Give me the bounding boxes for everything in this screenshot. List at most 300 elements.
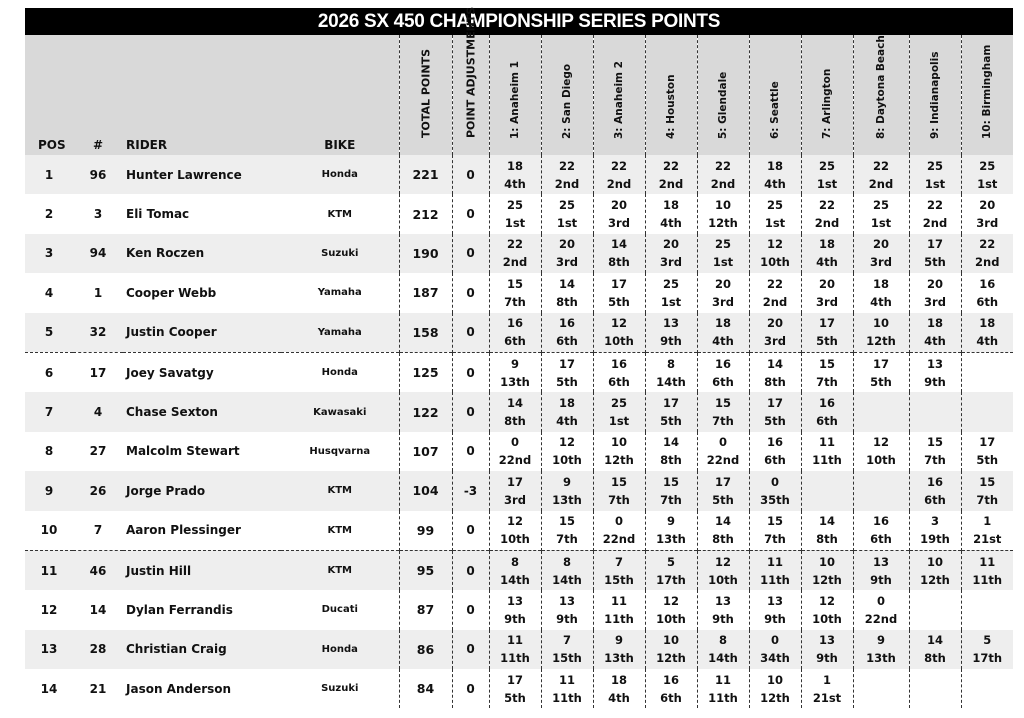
- cell-race-2: [541, 392, 593, 431]
- cell-rider: Cooper Webb: [123, 273, 281, 312]
- race-points: 15: [558, 514, 575, 529]
- race-points: 16: [506, 316, 523, 331]
- cell-race-8: [853, 511, 909, 551]
- race-finish: 9th: [556, 611, 578, 626]
- race-finish: 5th: [816, 334, 838, 349]
- race-points: 16: [714, 356, 731, 371]
- col-header-race-1: 1: Anaheim 1: [489, 35, 541, 155]
- cell-race-2: [541, 550, 593, 590]
- cell-rider: Hunter Lawrence: [123, 155, 281, 194]
- cell-race-6: [749, 432, 801, 471]
- cell-number: 1: [73, 273, 123, 312]
- cell-pos: 14: [25, 669, 73, 708]
- cell-race-8: [853, 590, 909, 629]
- race-finish: 6th: [608, 374, 630, 389]
- cell-rider: Joey Savatgy: [123, 352, 281, 392]
- cell-rider: Justin Hill: [123, 550, 281, 590]
- cell-race-8: [853, 273, 909, 312]
- race-finish: 4th: [712, 334, 734, 349]
- race-points: 3: [930, 514, 939, 529]
- cell-bike: Yamaha: [281, 273, 399, 312]
- race-finish: 11th: [708, 690, 738, 705]
- cell-total-points: 86: [399, 630, 452, 669]
- race-finish: 2nd: [975, 255, 1000, 270]
- race-finish: 8th: [816, 532, 838, 547]
- race-finish: 14th: [500, 572, 530, 587]
- cell-bike: Husqvarna: [281, 432, 399, 471]
- cell-race-5: [697, 234, 749, 273]
- race-points: 17: [872, 356, 889, 371]
- race-points: 0: [876, 593, 885, 608]
- race-finish: 8th: [712, 532, 734, 547]
- race-finish: 4th: [870, 294, 892, 309]
- cell-race-9: [909, 669, 961, 708]
- race-points: 20: [818, 276, 835, 291]
- cell-race-10: [961, 234, 1013, 273]
- race-points: 20: [558, 237, 575, 252]
- cell-race-7: [801, 630, 853, 669]
- race-finish: 10th: [812, 611, 842, 626]
- table-row: [25, 669, 1013, 708]
- race-points: 20: [714, 276, 731, 291]
- col-header-race-5: 5: Glendale: [697, 35, 749, 155]
- race-finish: 12th: [604, 453, 634, 468]
- race-finish: 1st: [660, 294, 682, 309]
- race-points: 13: [766, 593, 783, 608]
- cell-number: 7: [73, 511, 123, 551]
- cell-race-4: [645, 471, 697, 510]
- race-finish: 11th: [812, 453, 842, 468]
- cell-bike: Honda: [281, 630, 399, 669]
- table-row: [25, 313, 1013, 353]
- race-points: 17: [506, 474, 523, 489]
- race-finish: 9th: [816, 651, 838, 666]
- race-finish: 4th: [764, 176, 786, 191]
- cell-race-3: [593, 511, 645, 551]
- cell-total-points: 122: [399, 392, 452, 431]
- race-finish: 19th: [920, 532, 950, 547]
- race-finish: 4th: [976, 334, 999, 349]
- race-finish: 8th: [924, 651, 946, 666]
- race-finish: 10th: [656, 611, 686, 626]
- race-points: 22: [872, 158, 889, 173]
- cell-race-5: [697, 471, 749, 510]
- cell-race-5: [697, 313, 749, 353]
- cell-race-9: [909, 471, 961, 510]
- cell-race-8: [853, 630, 909, 669]
- race-points: 10: [610, 435, 627, 450]
- cell-race-4: [645, 432, 697, 471]
- cell-bike: Suzuki: [281, 669, 399, 708]
- cell-race-4: [645, 550, 697, 590]
- race-finish: 5th: [504, 690, 526, 705]
- cell-adjustment: -3: [452, 471, 489, 510]
- cell-race-4: [645, 155, 697, 194]
- race-points: 22: [662, 158, 679, 173]
- race-finish: 7th: [764, 532, 786, 547]
- race-points: 14: [506, 396, 523, 411]
- race-points: 17: [662, 396, 679, 411]
- cell-race-4: [645, 194, 697, 233]
- race-finish: 11th: [604, 611, 634, 626]
- race-finish: 9th: [504, 611, 526, 626]
- cell-race-10: [961, 630, 1013, 669]
- race-points: 15: [714, 396, 731, 411]
- cell-total-points: 107: [399, 432, 452, 471]
- race-finish: 21st: [973, 532, 1002, 547]
- race-finish: 13th: [552, 492, 582, 507]
- cell-race-6: [749, 630, 801, 669]
- race-finish: 2nd: [814, 216, 840, 231]
- cell-adjustment: 0: [452, 155, 489, 194]
- race-points: 13: [818, 633, 835, 648]
- race-points: 9: [876, 633, 885, 648]
- race-finish: 13th: [866, 651, 896, 666]
- col-header-rider: RIDER: [123, 35, 281, 155]
- standings-sheet: [25, 8, 1013, 708]
- cell-adjustment: 0: [452, 352, 489, 392]
- race-finish: 12th: [708, 216, 738, 231]
- race-points: 11: [979, 554, 996, 569]
- race-points: 11: [818, 435, 835, 450]
- race-points: 14: [766, 356, 783, 371]
- race-finish: 3rd: [816, 294, 838, 309]
- race-finish: 5th: [608, 294, 630, 309]
- table-row: [25, 273, 1013, 312]
- race-finish: 14th: [708, 651, 738, 666]
- cell-bike: Honda: [281, 155, 399, 194]
- race-points: 13: [872, 554, 889, 569]
- cell-pos: 1: [25, 155, 73, 194]
- cell-race-5: [697, 273, 749, 312]
- race-finish: 4th: [504, 176, 526, 191]
- race-finish: 8th: [608, 255, 630, 270]
- race-finish: 6th: [764, 453, 786, 468]
- cell-number: 46: [73, 550, 123, 590]
- cell-race-1: [489, 630, 541, 669]
- race-finish: 7th: [556, 532, 578, 547]
- col-header-race-6: 6: Seattle: [749, 35, 801, 155]
- race-finish: 5th: [660, 414, 682, 429]
- race-points: 14: [610, 237, 627, 252]
- race-points: 25: [662, 276, 679, 291]
- cell-race-4: [645, 590, 697, 629]
- cell-race-1: [489, 234, 541, 273]
- cell-total-points: 87: [399, 590, 452, 629]
- cell-race-3: [593, 352, 645, 392]
- race-points: 15: [926, 435, 943, 450]
- col-header-race-3: 3: Anaheim 2: [593, 35, 645, 155]
- cell-race-3: [593, 273, 645, 312]
- col-header-adjustments: POINT ADJUSTMENTS: [452, 35, 489, 155]
- col-header-race-7: 7: Arlington: [801, 35, 853, 155]
- cell-adjustment: 0: [452, 194, 489, 233]
- race-finish: 2nd: [606, 176, 632, 191]
- race-finish: 1st: [764, 216, 786, 231]
- race-points: 12: [714, 554, 731, 569]
- race-finish: 1st: [556, 216, 578, 231]
- cell-pos: 3: [25, 234, 73, 273]
- race-points: 16: [662, 672, 679, 687]
- race-points: 11: [506, 633, 523, 648]
- race-finish: 12th: [812, 572, 842, 587]
- race-finish: 10th: [866, 453, 896, 468]
- race-points: 12: [558, 435, 575, 450]
- cell-race-7: [801, 392, 853, 431]
- race-finish: 5th: [924, 255, 946, 270]
- race-points: 17: [818, 316, 835, 331]
- race-points: 20: [662, 237, 679, 252]
- race-points: 22: [714, 158, 731, 173]
- cell-race-2: [541, 669, 593, 708]
- race-finish: 10th: [604, 334, 634, 349]
- cell-number: 21: [73, 669, 123, 708]
- race-points: 13: [662, 316, 679, 331]
- cell-race-5: [697, 511, 749, 551]
- cell-race-7: [801, 155, 853, 194]
- race-finish: 4th: [556, 414, 578, 429]
- race-finish: 8th: [556, 294, 578, 309]
- race-finish: 4th: [816, 255, 838, 270]
- cell-race-6: [749, 155, 801, 194]
- cell-race-7: [801, 511, 853, 551]
- race-points: 14: [662, 435, 679, 450]
- race-points: 16: [818, 396, 835, 411]
- cell-race-3: [593, 669, 645, 708]
- race-finish: 2nd: [922, 216, 948, 231]
- cell-race-10: [961, 155, 1013, 194]
- race-finish: 1st: [977, 176, 998, 191]
- race-finish: 9th: [924, 374, 946, 389]
- cell-race-3: [593, 630, 645, 669]
- race-points: 15: [979, 474, 996, 489]
- race-points: 18: [979, 316, 996, 331]
- race-finish: 3rd: [764, 334, 786, 349]
- cell-bike: Kawasaki: [281, 392, 399, 431]
- cell-race-10: [961, 194, 1013, 233]
- cell-race-4: [645, 313, 697, 353]
- cell-race-5: [697, 432, 749, 471]
- race-finish: 6th: [816, 414, 838, 429]
- race-points: 1: [822, 672, 831, 687]
- cell-race-7: [801, 234, 853, 273]
- race-finish: 3rd: [504, 492, 526, 507]
- cell-race-8: [853, 352, 909, 392]
- cell-number: 94: [73, 234, 123, 273]
- col-header-pos: POS: [25, 35, 73, 155]
- cell-total-points: 212: [399, 194, 452, 233]
- race-points: 9: [510, 356, 519, 371]
- cell-race-6: [749, 550, 801, 590]
- cell-race-1: [489, 550, 541, 590]
- cell-rider: Chase Sexton: [123, 392, 281, 431]
- page-title: 2026 SX 450 CHAMPIONSHIP SERIES POINTS: [25, 8, 1013, 35]
- cell-adjustment: 0: [452, 511, 489, 551]
- race-points: 25: [766, 198, 783, 213]
- cell-bike: Ducati: [281, 590, 399, 629]
- cell-bike: Suzuki: [281, 234, 399, 273]
- race-finish: 22nd: [498, 453, 532, 468]
- race-finish: 2nd: [710, 176, 736, 191]
- cell-pos: 10: [25, 511, 73, 551]
- cell-race-4: [645, 511, 697, 551]
- cell-race-6: [749, 352, 801, 392]
- cell-race-9: [909, 511, 961, 551]
- cell-race-7: [801, 550, 853, 590]
- race-points: 22: [766, 276, 783, 291]
- race-points: 13: [926, 356, 943, 371]
- cell-race-9: [909, 313, 961, 353]
- cell-race-4: [645, 352, 697, 392]
- race-finish: 9th: [660, 334, 682, 349]
- race-points: 25: [818, 158, 835, 173]
- race-finish: 11th: [500, 651, 530, 666]
- cell-adjustment: 0: [452, 669, 489, 708]
- race-finish: 11th: [552, 690, 582, 705]
- cell-adjustment: 0: [452, 313, 489, 353]
- cell-race-8: [853, 669, 909, 708]
- cell-pos: 13: [25, 630, 73, 669]
- race-points: 13: [714, 593, 731, 608]
- race-points: 12: [872, 435, 889, 450]
- cell-race-2: [541, 511, 593, 551]
- race-finish: 3rd: [924, 294, 946, 309]
- race-finish: 4th: [608, 690, 630, 705]
- table-row: [25, 352, 1013, 392]
- race-points: 12: [766, 237, 783, 252]
- cell-race-2: [541, 471, 593, 510]
- cell-total-points: 221: [399, 155, 452, 194]
- race-points: 15: [818, 356, 835, 371]
- race-finish: 3rd: [608, 216, 630, 231]
- cell-race-7: [801, 590, 853, 629]
- race-finish: 2nd: [762, 294, 788, 309]
- cell-race-1: [489, 273, 541, 312]
- cell-pos: 6: [25, 352, 73, 392]
- race-points: 16: [979, 276, 996, 291]
- race-points: 5: [666, 554, 675, 569]
- cell-race-7: [801, 432, 853, 471]
- race-finish: 7th: [976, 492, 999, 507]
- race-points: 16: [610, 356, 627, 371]
- race-points: 18: [766, 158, 783, 173]
- table-row: [25, 234, 1013, 273]
- cell-number: 3: [73, 194, 123, 233]
- race-points: 8: [666, 356, 675, 371]
- cell-total-points: 187: [399, 273, 452, 312]
- cell-race-6: [749, 590, 801, 629]
- race-points: 18: [558, 396, 575, 411]
- race-points: 22: [558, 158, 575, 173]
- race-points: 9: [666, 514, 675, 529]
- cell-bike: KTM: [281, 194, 399, 233]
- cell-race-9: [909, 590, 961, 629]
- race-finish: 5th: [556, 374, 578, 389]
- race-points: 15: [506, 276, 523, 291]
- cell-race-4: [645, 392, 697, 431]
- cell-race-9: [909, 155, 961, 194]
- race-finish: 1st: [870, 216, 892, 231]
- race-points: 22: [818, 198, 835, 213]
- race-points: 11: [558, 672, 575, 687]
- race-points: 25: [610, 396, 627, 411]
- race-points: 16: [558, 316, 575, 331]
- table-row: [25, 590, 1013, 629]
- race-points: 0: [770, 633, 779, 648]
- race-points: 15: [766, 514, 783, 529]
- race-finish: 12th: [920, 572, 950, 587]
- cell-adjustment: 0: [452, 234, 489, 273]
- cell-race-9: [909, 432, 961, 471]
- cell-pos: 11: [25, 550, 73, 590]
- cell-race-10: [961, 590, 1013, 629]
- race-points: 20: [926, 276, 943, 291]
- cell-pos: 2: [25, 194, 73, 233]
- race-finish: 8th: [764, 374, 786, 389]
- race-finish: 4th: [924, 334, 946, 349]
- cell-race-4: [645, 669, 697, 708]
- race-finish: 11th: [760, 572, 790, 587]
- race-finish: 6th: [556, 334, 578, 349]
- cell-race-1: [489, 155, 541, 194]
- cell-race-2: [541, 194, 593, 233]
- race-finish: 7th: [608, 492, 630, 507]
- race-points: 10: [818, 554, 835, 569]
- race-points: 10: [766, 672, 783, 687]
- race-points: 22: [979, 237, 996, 252]
- cell-race-7: [801, 471, 853, 510]
- cell-race-9: [909, 630, 961, 669]
- race-finish: 3rd: [660, 255, 682, 270]
- cell-total-points: 158: [399, 313, 452, 353]
- cell-race-3: [593, 234, 645, 273]
- cell-number: 96: [73, 155, 123, 194]
- col-header-number: #: [73, 35, 123, 155]
- race-finish: 6th: [660, 690, 682, 705]
- cell-race-8: [853, 155, 909, 194]
- cell-race-4: [645, 273, 697, 312]
- race-finish: 9th: [870, 572, 892, 587]
- race-points: 20: [610, 198, 627, 213]
- race-finish: 5th: [712, 492, 734, 507]
- cell-race-1: [489, 392, 541, 431]
- cell-total-points: 125: [399, 352, 452, 392]
- race-finish: 1st: [924, 176, 946, 191]
- race-points: 10: [872, 316, 889, 331]
- race-finish: 14th: [552, 572, 582, 587]
- race-points: 16: [872, 514, 889, 529]
- cell-race-2: [541, 630, 593, 669]
- cell-race-9: [909, 234, 961, 273]
- race-points: 18: [872, 276, 889, 291]
- race-finish: 5th: [764, 414, 786, 429]
- table-row: [25, 432, 1013, 471]
- race-points: 25: [506, 198, 523, 213]
- race-points: 17: [926, 237, 943, 252]
- race-points: 14: [714, 514, 731, 529]
- cell-bike: KTM: [281, 471, 399, 510]
- race-points: 18: [926, 316, 943, 331]
- race-finish: 1st: [816, 176, 838, 191]
- cell-bike: KTM: [281, 511, 399, 551]
- col-header-race-2: 2: San Diego: [541, 35, 593, 155]
- cell-race-3: [593, 590, 645, 629]
- race-points: 12: [506, 514, 523, 529]
- race-finish: 13th: [500, 374, 530, 389]
- cell-race-2: [541, 313, 593, 353]
- cell-number: 32: [73, 313, 123, 353]
- cell-race-3: [593, 432, 645, 471]
